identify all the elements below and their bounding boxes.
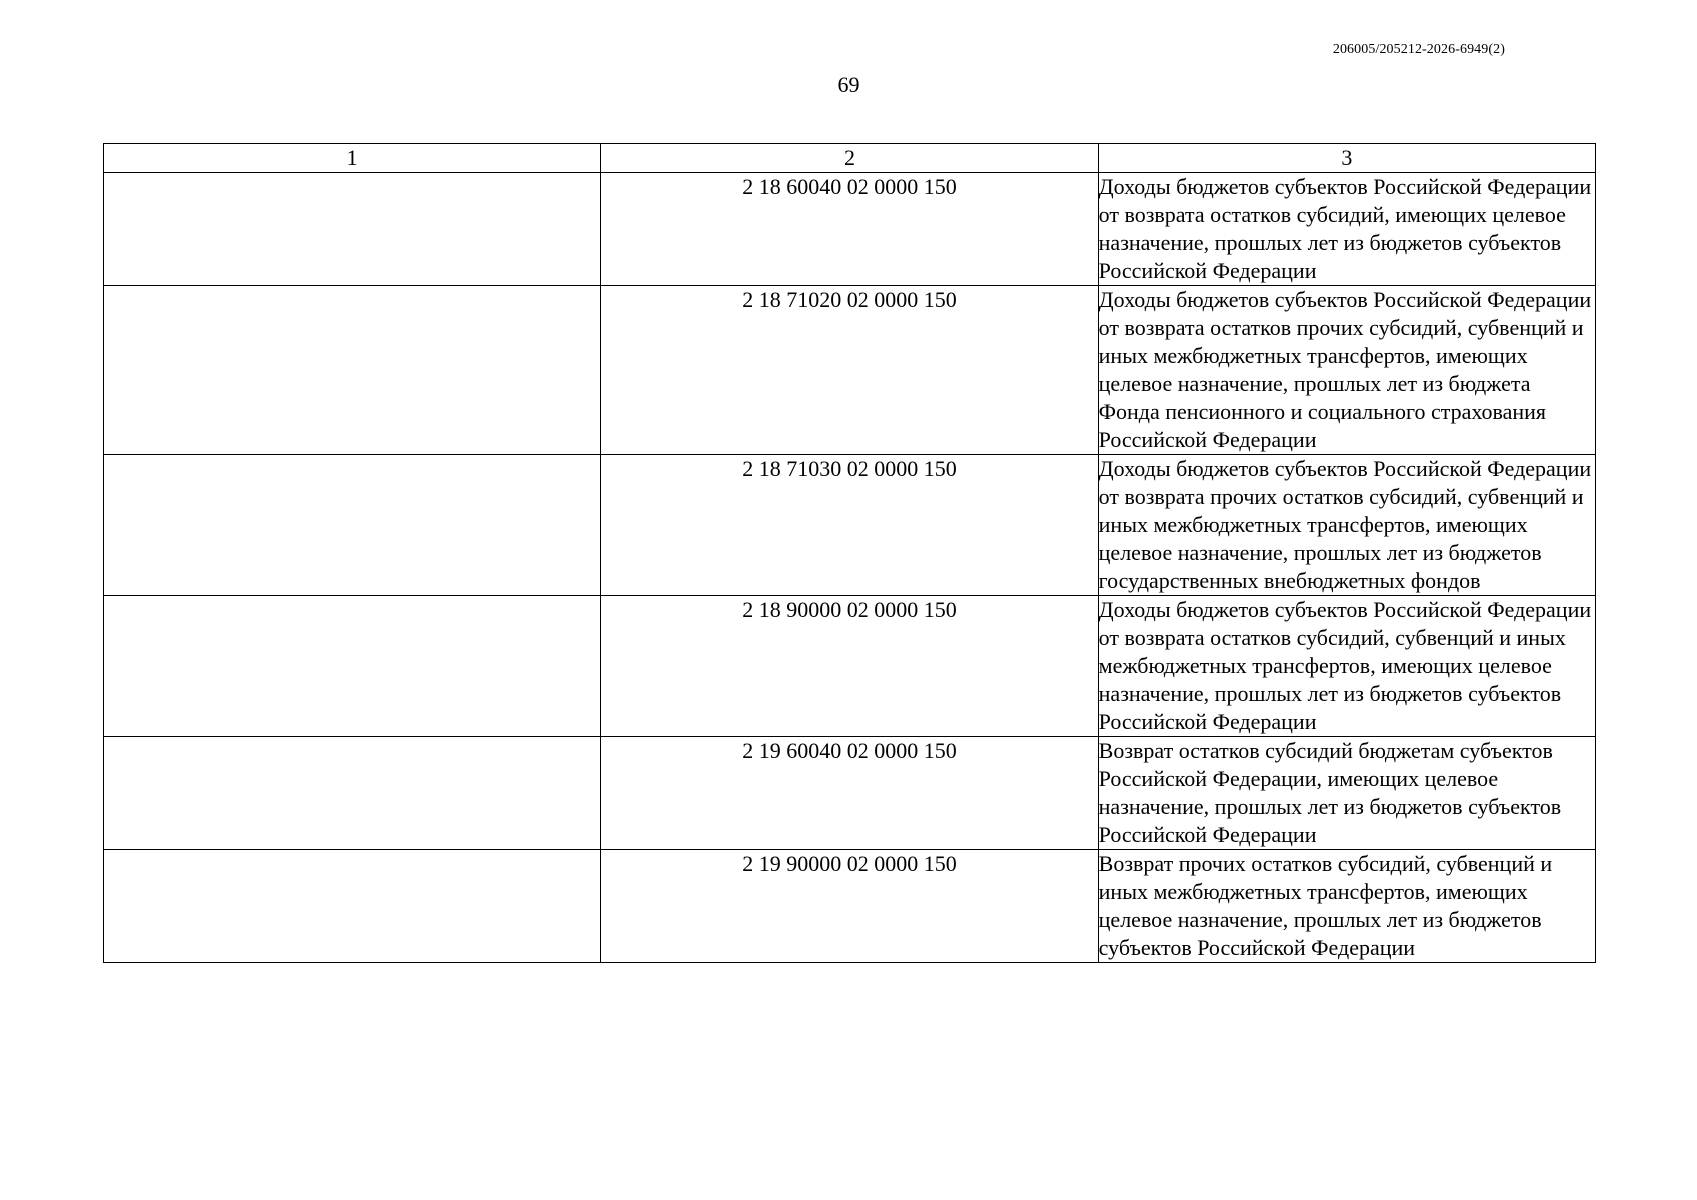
table-row [104,455,1596,596]
description-cell: Доходы бюджетов субъектов Российской Федерации от возврата остатков субсидий, субвенций и иных межбюджетных трансфертов, имеющих целевое назначение, прошлых лет из бюджетов субъектов Российской Федерации [1098,596,1595,737]
table-row [104,737,1596,850]
description-cell: Возврат остатков субсидий бюджетам субъектов Российской Федерации, имеющих целевое назначение, прошлых лет из бюджетов субъектов Российской Федерации [1098,737,1595,850]
row-col1-cell [104,596,601,737]
table-row [104,850,1596,963]
description-cell: Доходы бюджетов субъектов Российской Федерации от возврата остатков прочих субсидий, субвенций и иных межбюджетных трансфертов, имеющих целевое назначение, прошлых лет из бюджета Фонда пенсионного и социального страхования Российской Федерации [1098,286,1595,455]
table-row [104,286,1596,455]
budget-code-cell: 2 19 90000 02 0000 150 [601,850,1098,963]
page-number: 69 [837,72,860,97]
table-body [104,173,1596,963]
row-col1-cell [104,737,601,850]
description-cell: Доходы бюджетов субъектов Российской Федерации от возврата остатков субсидий, имеющих целевое назначение, прошлых лет из бюджетов субъектов Российской Федерации [1098,173,1595,286]
budget-code-cell: 2 18 60040 02 0000 150 [601,173,1098,286]
budget-code-cell: 2 18 90000 02 0000 150 [601,596,1098,737]
description-cell: Возврат прочих остатков субсидий, субвенций и иных межбюджетных трансфертов, имеющих целевое назначение, прошлых лет из бюджетов субъектов Российской Федерации [1098,850,1595,963]
column-number-row [104,144,1596,173]
column-number-2: 2 [601,144,1098,173]
document-id: 206005/205212-2026-6949(2) [1332,42,1505,57]
column-number-3: 3 [1098,144,1595,173]
description-cell: Доходы бюджетов субъектов Российской Федерации от возврата прочих остатков субсидий, субвенций и иных межбюджетных трансфертов, имеющих целевое назначение, прошлых лет из бюджетов государственных внебюджетных фондов [1098,455,1595,596]
row-col1-cell [104,173,601,286]
budget-code-cell: 2 19 60040 02 0000 150 [601,737,1098,850]
table-row [104,173,1596,286]
column-number-1: 1 [104,144,601,173]
budget-code-cell: 2 18 71030 02 0000 150 [601,455,1098,596]
row-col1-cell [104,286,601,455]
table-header [104,144,1596,173]
budget-code-cell: 2 18 71020 02 0000 150 [601,286,1098,455]
budget-codes-table [103,143,1596,963]
table-row [104,596,1596,737]
row-col1-cell [104,455,601,596]
row-col1-cell [104,850,601,963]
